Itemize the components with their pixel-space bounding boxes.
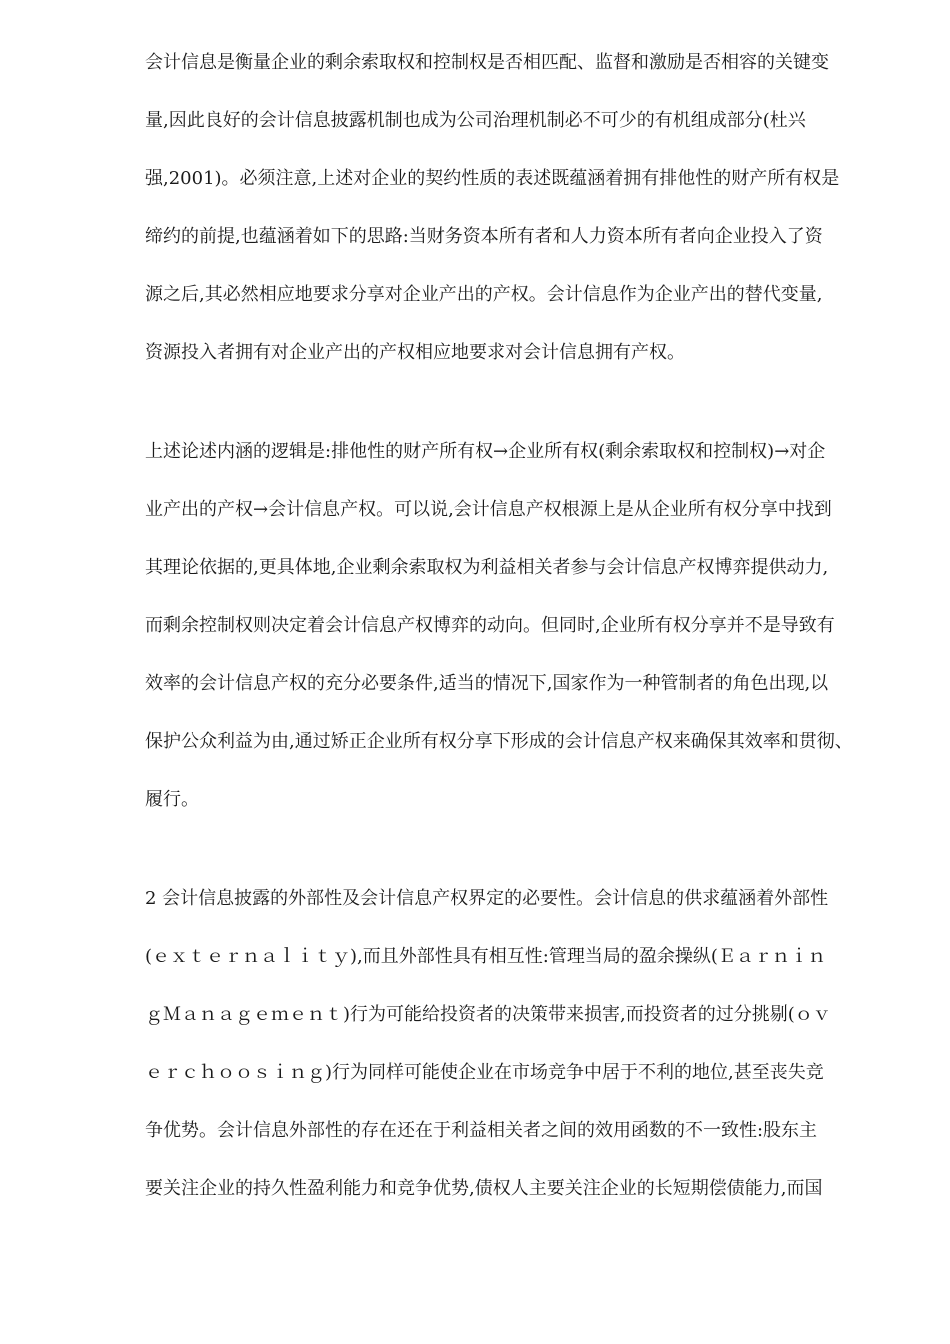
text-line: 资源投入者拥有对企业产出的产权相应地要求对会计信息拥有产权。 [145,342,685,363]
text-line: 会计信息是衡量企业的剩余索取权和控制权是否相匹配、监督和激励是否相容的关键变 [145,52,829,73]
text-line: 缔约的前提,也蕴涵着如下的思路:当财务资本所有者和人力资本所有者向企业投入了资 [145,226,823,247]
text-line: 要关注企业的持久性盈利能力和竞争优势,债权人主要关注企业的长短期偿债能力,而国 [145,1178,823,1199]
text-line: 争优势。会计信息外部性的存在还在于利益相关者之间的效用函数的不一致性:股东主 [145,1120,818,1141]
text-line: 而剩余控制权则决定着会计信息产权博弈的动向。但同时,企业所有权分享并不是导致有 [145,615,835,636]
text-line: 量,因此良好的会计信息披露机制也成为公司治理机制必不可少的有机组成部分(杜兴 [145,110,806,131]
text-line: 履行。 [145,789,199,810]
text-line: (ｅｘｔｅｒｎａｌｉｔｙ),而且外部性具有相互性:管理当局的盈余操纵(Ｅａｒｎｉｎ [145,946,826,967]
text-line: 2 会计信息披露的外部性及会计信息产权界定的必要性。会计信息的供求蕴涵着外部性 [145,888,829,909]
text-line: 保护公众利益为由,通过矫正企业所有权分享下形成的会计信息产权来确保其效率和贯彻、 [145,731,853,752]
text-line: 强,2001)。必须注意,上述对企业的契约性质的表述既蕴涵着拥有排他性的财产所有权是 [145,168,840,189]
text-line: 业产出的产权→会计信息产权。可以说,会计信息产权根源上是从企业所有权分享中找到 [145,499,832,520]
text-line: ｅｒｃｈｏｏｓｉｎｇ)行为同样可能使企业在市场竞争中居于不利的地位,甚至丧失竞 [145,1062,824,1083]
text-line: 效率的会计信息产权的充分必要条件,适当的情况下,国家作为一种管制者的角色出现,以 [145,673,829,694]
text-line: 其理论依据的,更具体地,企业剩余索取权为利益相关者参与会计信息产权博弈提供动力, [145,557,829,578]
text-line: 上述论述内涵的逻辑是:排他性的财产所有权→企业所有权(剩余索取权和控制权)→对企 [145,441,826,462]
text-line: ｇＭａｎａｇｅｍｅｎｔ)行为可能给投资者的决策带来损害,而投资者的过分挑剔(ｏｖ [145,1004,831,1025]
text-line: 源之后,其必然相应地要求分享对企业产出的产权。会计信息作为企业产出的替代变量, [145,284,823,305]
